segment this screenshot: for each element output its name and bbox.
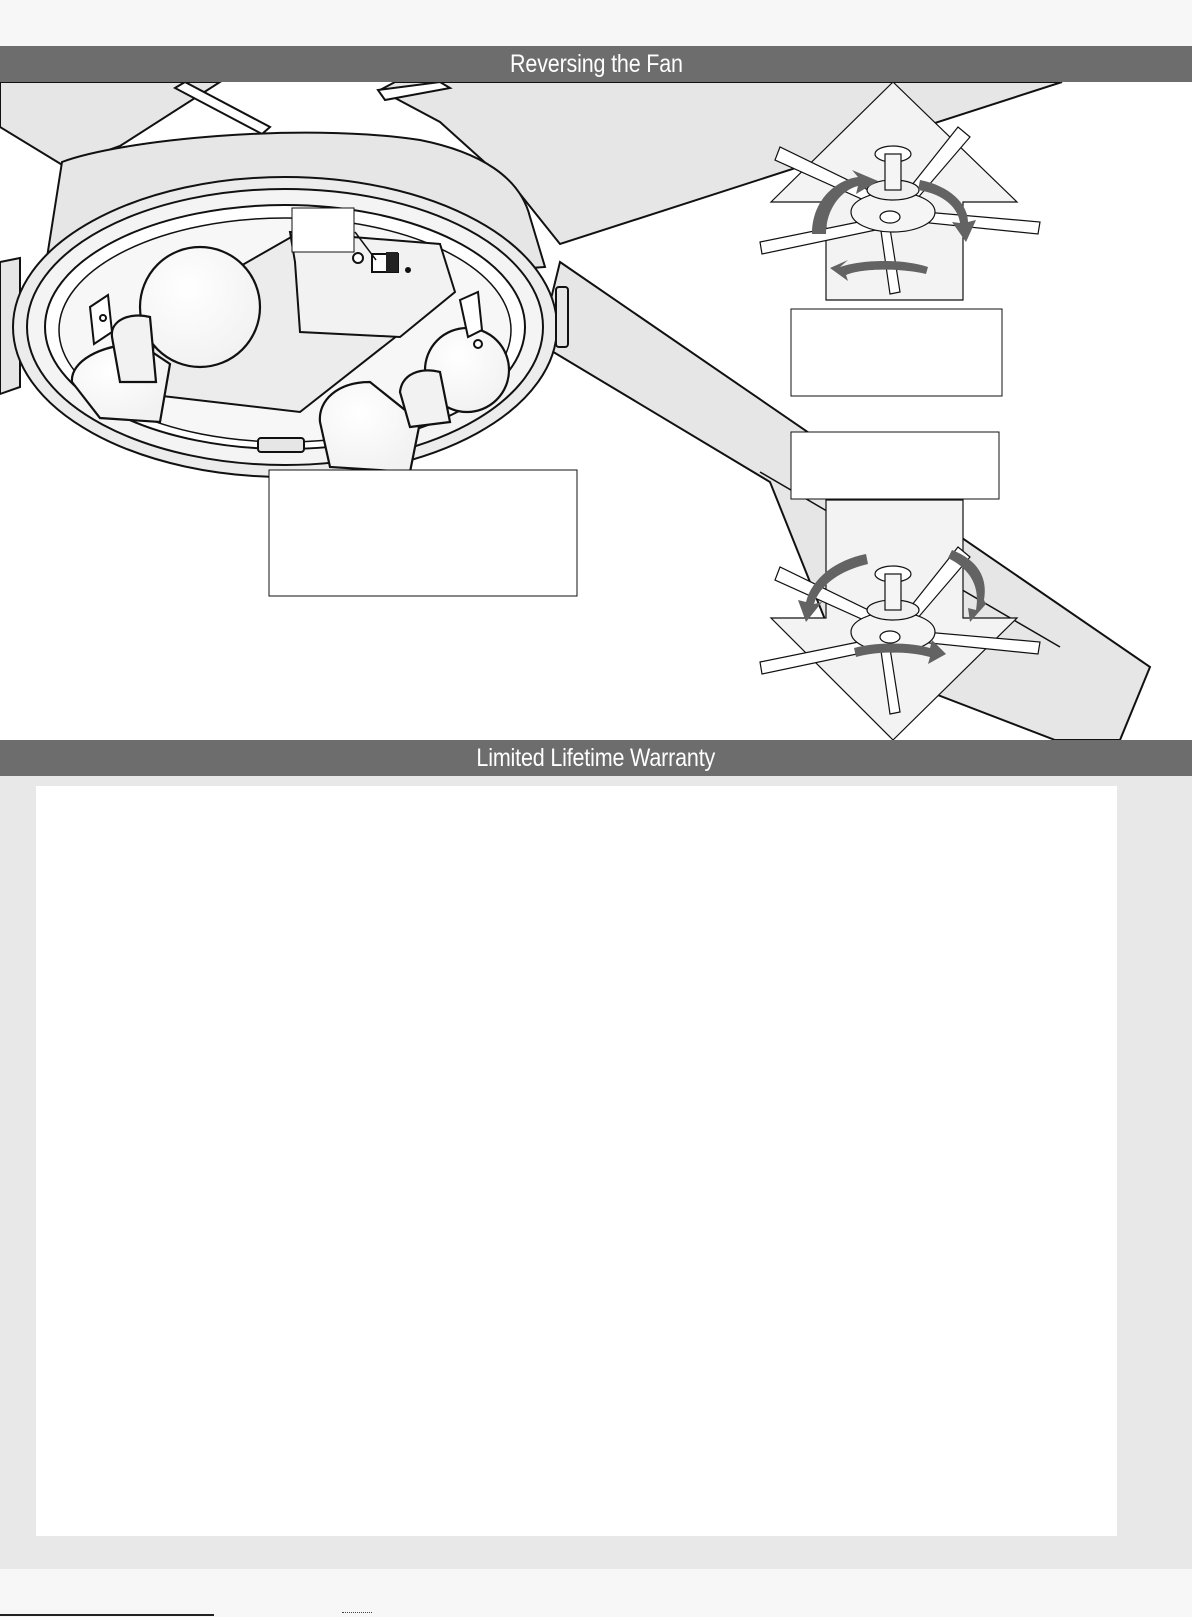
section-title: Reversing the Fan <box>509 49 683 78</box>
fan-reversing-illustration <box>0 82 1192 740</box>
section-title: Limited Lifetime Warranty <box>476 743 716 772</box>
winter-callout-box <box>791 432 999 499</box>
section-header-reversing-the-fan <box>0 46 1192 82</box>
blade-bracket-left <box>175 82 270 134</box>
warranty-section <box>0 776 1192 1569</box>
summer-callout-box <box>791 309 1002 396</box>
footer-rule <box>0 1614 214 1616</box>
switch-callout-box <box>292 208 354 252</box>
section-header-limited-lifetime-warranty <box>0 740 1192 776</box>
main-instruction-box <box>269 470 577 596</box>
warranty-text-panel <box>36 786 1117 1536</box>
footer-mark <box>342 1612 372 1616</box>
